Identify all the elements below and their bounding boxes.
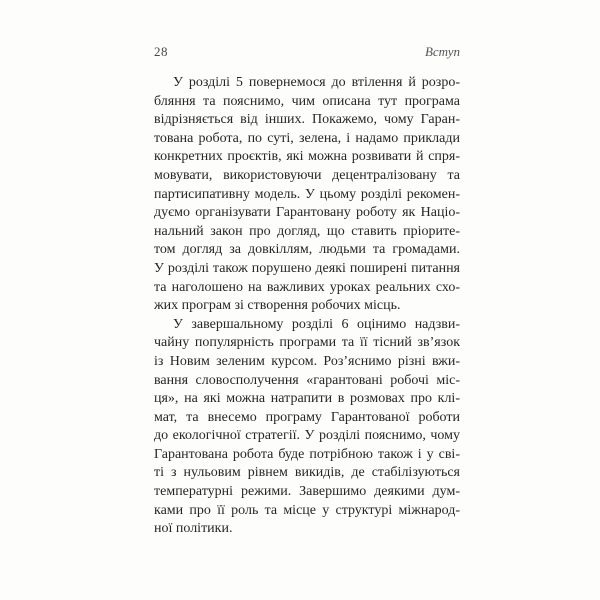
text-line: жих програм зі створення робочих місць.: [154, 298, 401, 314]
text-line: тована робота, по суті, зелена, і надамо приклади: [154, 130, 460, 146]
text-line: ця», на які можна натрапити в розмовах про клі-: [154, 391, 460, 407]
text-line: У завершальному розділі 6 оцінимо надзви-: [173, 316, 460, 332]
text-line: відрізняється від інших. Покажемо, чому Гаран-: [154, 112, 460, 128]
paragraph: [154, 316, 460, 539]
text-line: вання словосполучення «гарантовані робочі міс-: [154, 372, 460, 388]
text-line: чайну популярність програми та її тісний зв’язок: [154, 335, 460, 351]
text-line: Гарантована робота буде потрібною також і у сві-: [154, 446, 460, 462]
text-line: ті з нульовим рівнем викидів, де стабілізуються: [154, 465, 460, 481]
text-line: із Новим зеленим курсом. Роз’яснимо різні вжи-: [154, 353, 460, 369]
text-line: том догляд за довкіллям, людьми та громадами.: [154, 242, 460, 258]
text-line: нальний закон про догляд, що ставить пріорите-: [154, 223, 460, 239]
running-head: Вступ: [424, 44, 460, 59]
text-line: мат, та внесемо програму Гарантованої роботи: [154, 409, 460, 425]
text-line: дуємо організувати Гарантовану роботу як Націо-: [154, 205, 460, 221]
text-line: партисипативну модель. У цьому розділі рекомен-: [154, 186, 460, 202]
page-header: [154, 44, 460, 60]
text-line: ками про її роль та місце у структурі міжнарод-: [154, 502, 460, 518]
page-number: 28: [154, 44, 168, 59]
text-line: до екологічної стратегії. У розділі пояснимо, чому: [154, 428, 460, 444]
text-line: У розділі також порушено деякі поширені питання: [154, 260, 460, 276]
text-line: бляння та пояснимо, чим описана тут програма: [154, 93, 460, 109]
text-line: та наголошено на важливих уроках реальних схо-: [154, 279, 460, 295]
text-line: мовувати, використовуючи децентралізовану та: [154, 167, 460, 183]
text-line: температурні режими. Завершимо деякими дум-: [154, 484, 460, 500]
text-line: конкретних проєктів, які можна розвивати й спря-: [154, 149, 460, 165]
text-body: [154, 74, 460, 539]
paragraph: [154, 74, 460, 316]
text-line: У розділі 5 повернемося до втілення й розро-: [173, 75, 460, 90]
text-line: ної політики.: [154, 521, 233, 537]
